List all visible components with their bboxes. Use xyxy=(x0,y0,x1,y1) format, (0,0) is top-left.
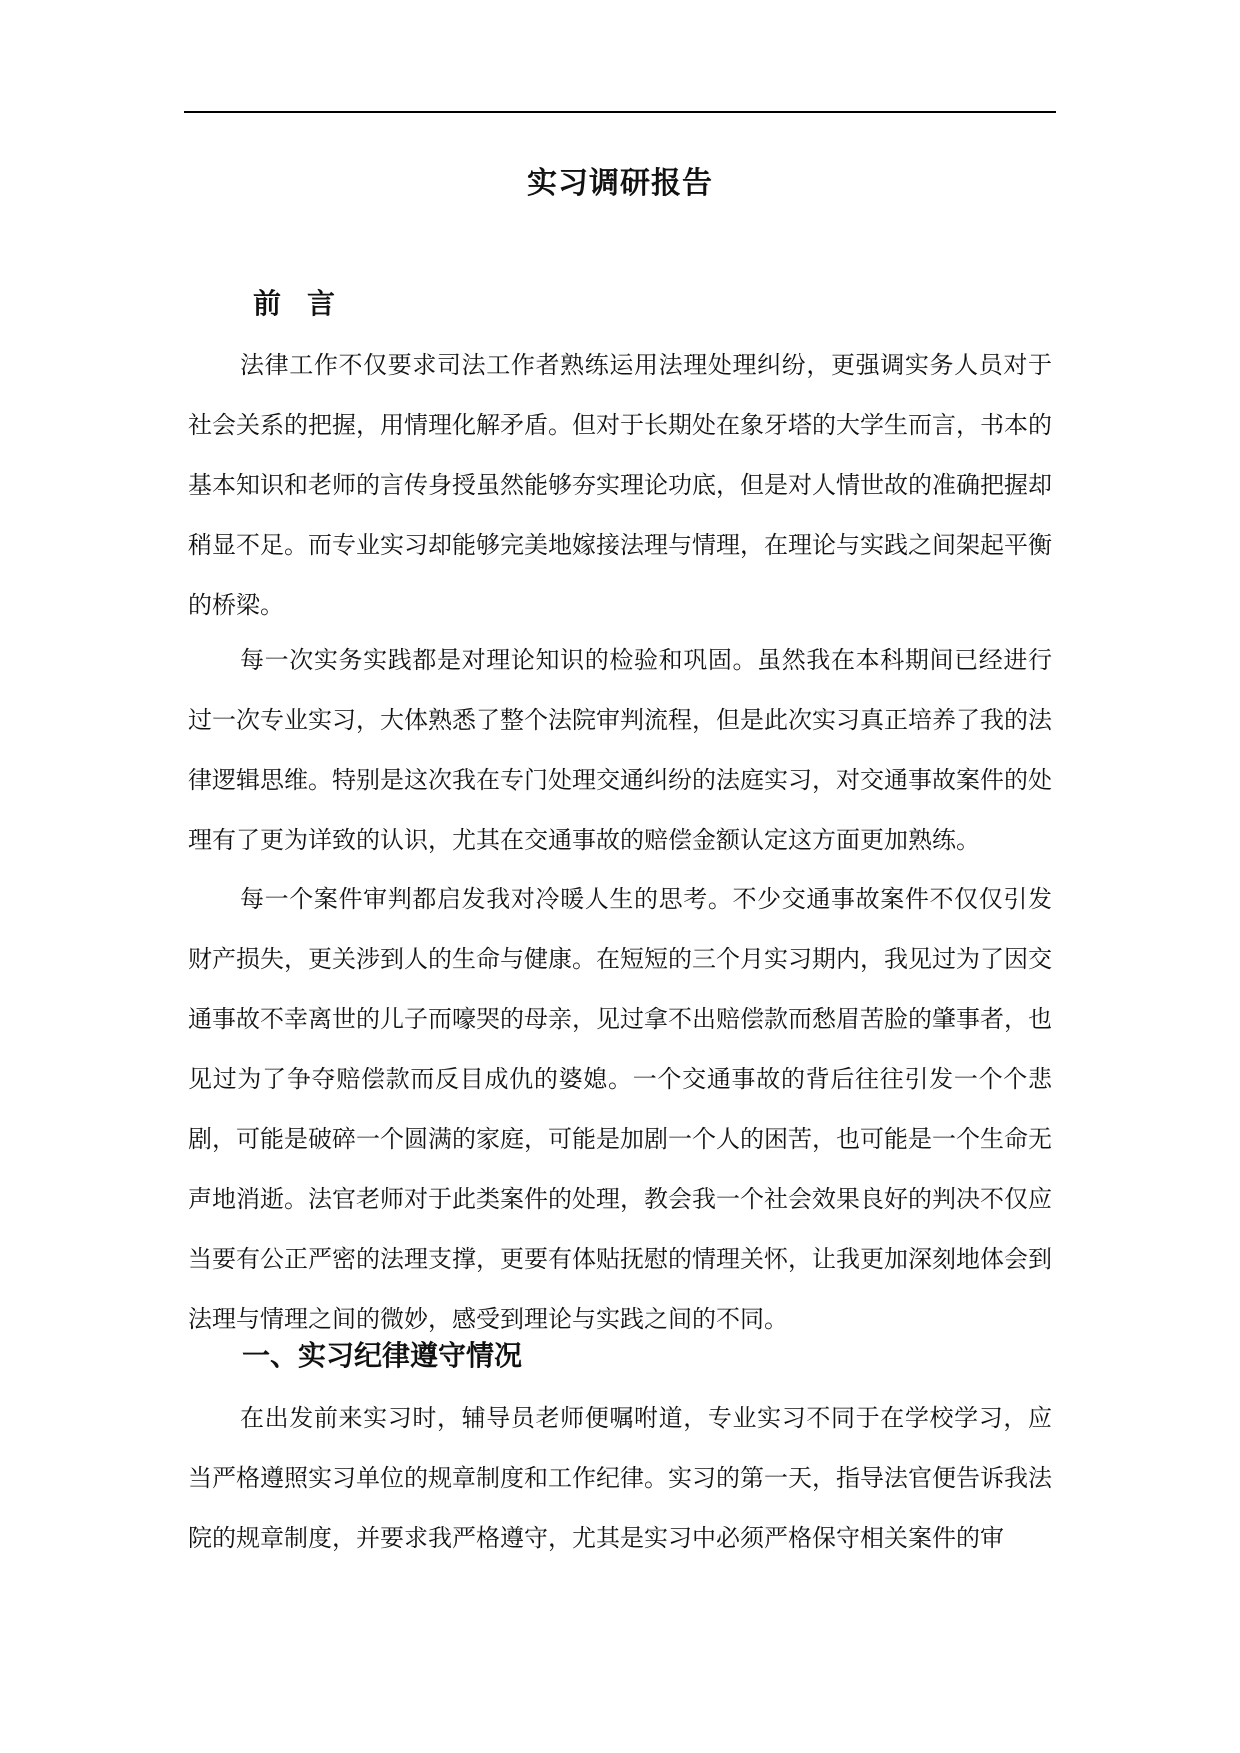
section-one-paragraph: 在出发前来实习时，辅导员老师便嘱咐道，专业实习不同于在学校学习，应当严格遵照实习单位的规章制度和工作纪律。实习的第一天，指导法官便告诉我法院的规章制度，并要求我严格遵守，尤其是实习中必须严格保守相关案件的审 xyxy=(188,1404,1052,1552)
preface-paragraph-3: 每一个案件审判都启发我对冷暖人生的思考。不少交通事故案件不仅仅引发财产损失，更关涉到人的生命与健康。在短短的三个月实习期内，我见过为了因交通事故不幸离世的儿子而嚎哭的母亲，见过拿不出赔偿款而愁眉苦脸的肇事者，也见过为了争夺赔偿款而反目成仇的婆媳。一个交通事故的背后往往引发一个个悲剧，可能是破碎一个圆满的家庭，可能是加剧一个人的困苦，也可能是一个生命无声地消逝。法官老师对于此类案件的处理，教会我一个社会效果良好的判决不仅应当要有公正严密的法理支撑，更要有体贴抚慰的情理关怀，让我更加深刻地体会到法理与情理之间的微妙，感受到理论与实践之间的不同。 xyxy=(188,885,1052,1333)
document-title: 实习调研报告 xyxy=(527,166,713,201)
header-rule xyxy=(184,111,1056,113)
preface-paragraph-1: 法律工作不仅要求司法工作者熟练运用法理处理纠纷，更强调实务人员对于社会关系的把握，用情理化解矛盾。但对于长期处在象牙塔的大学生而言，书本的基本知识和老师的言传身授虽然能够夯实理论功底，但是对人情世故的准确把握却稍显不足。而专业实习却能够完美地嫁接法理与情理，在理论与实践之间架起平衡的桥梁。 xyxy=(188,351,1052,619)
preface-paragraph-2: 每一次实务实践都是对理论知识的检验和巩固。虽然我在本科期间已经进行过一次专业实习，大体熟悉了整个法院审判流程，但是此次实习真正培养了我的法律逻辑思维。特别是这次我在专门处理交通纠纷的法庭实习，对交通事故案件的处理有了更为详致的认识，尤其在交通事故的赔偿金额认定这方面更加熟练。 xyxy=(188,646,1052,854)
section-one-heading: 一、实习纪律遵守情况 xyxy=(242,1339,523,1372)
preface-heading: 前言 xyxy=(253,287,362,320)
